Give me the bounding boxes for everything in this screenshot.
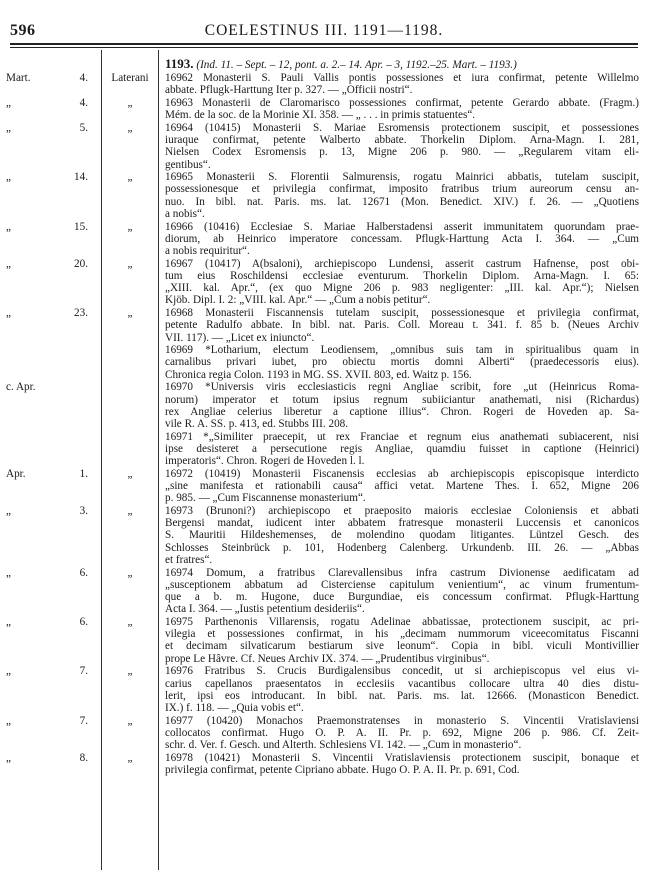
entry-text xyxy=(165,567,639,616)
entry-text-line: 16973 (Brunoni?) archiepiscopo et praeposito maioris ecclesiae Coloniensis et abbati xyxy=(165,505,639,518)
entry-text-line: 16971 *„Similiter praecepit, ut rex Franciae et regnum eius anathemati subiacerent, nisi xyxy=(165,430,639,443)
entry-day: 14. xyxy=(74,171,88,184)
entry-text-line: Nielsen Codex Esromensis p. 13, Migne 206 p. 980. — „Regularem vitam eli- xyxy=(165,146,639,159)
entry-text-line: lerit, ipsi eos introducant. In bibl. nat. Paris. ms. lat. 12666. (Monasticon Benedict. xyxy=(165,689,639,702)
entry-text-line: a nobis requiritur“. xyxy=(165,245,250,257)
running-header xyxy=(10,22,638,40)
entry-text xyxy=(165,258,639,307)
header-rule-thin xyxy=(10,47,638,48)
entry-text xyxy=(165,72,639,96)
entry-text-line: 16966 (10416) Ecclesiae S. Mariae Halberstadensi asserit immunitatem quorundam prae- xyxy=(165,220,639,233)
entry-text xyxy=(165,468,639,505)
entry-text-line: Bergensi mandat, iudicent inter abbatem fratresque monasterii Luccensis et canonicos xyxy=(165,517,639,530)
entry-text-line: gentibus“. xyxy=(165,158,211,171)
entry-day: 7. xyxy=(79,665,88,678)
entry-text-line: 16970 *Universis viris ecclesiasticis regni Angliae scribit, fore „ut (Heinricus Roma- xyxy=(165,381,639,394)
entry-place: „ xyxy=(127,171,133,184)
entry-day: 15. xyxy=(74,220,88,233)
entry-text-line: collocatos confirmat. Hugo O. P. A. II. Pr. p. 692, Migne 206 p. 986. Cf. Zeit- xyxy=(165,726,639,739)
entry-text-line: petente Radulfo abbate. In bibl. nat. Paris. Coll. Moreau t. 341. f. 85 b. (Neues Archiv xyxy=(165,319,639,332)
year-number: 1193. xyxy=(165,56,194,71)
entry-place: „ xyxy=(127,307,133,320)
entry-text-line: prope Le Hâvre. Cf. Neues Archiv IX. 374. — „Prudentibus virginibus“. xyxy=(165,652,490,665)
entry-text-line: schr. d. Ver. f. Gesch. und Alterth. Schlesiens VI. 142. — „Cum in monasterio“. xyxy=(165,739,522,752)
entry-text-line: „sine manifesta et rationabili causa“ affici vetat. Martene Thes. I. 652, Migne 206 xyxy=(165,480,639,493)
entry-text-line: 16978 (10421) Monasterii S. Vincentii Vratislaviensis protectionem suscipit, bonaque et xyxy=(165,751,639,764)
entry-text-line: „susceptionem abbatum ad Cisterciense capitulum venientium“, ac vinum frumentum- xyxy=(165,578,639,591)
entry-day: 4. xyxy=(79,72,88,84)
entry-month: c. Apr. xyxy=(6,381,36,394)
entry-month: „ xyxy=(6,121,11,134)
entry-place: „ xyxy=(127,615,133,628)
entry-text xyxy=(165,307,639,344)
entry-text-line: diorum, ab Heinrico imperatore concessam. Pflugk-Harttung Acta I. 364. — „Cum xyxy=(165,232,639,245)
entry-text xyxy=(165,221,639,258)
entry-month: Apr. xyxy=(6,467,26,480)
entry-text xyxy=(165,381,639,430)
entry-text-line: 16974 Domum, a fratribus Clarevallensibus infra castrum Divionense aedificatam ad xyxy=(165,566,639,579)
entry-day: 7. xyxy=(79,714,88,727)
entry-place: „ xyxy=(127,665,133,678)
entry-text-line: Mém. de la soc. de la Morinie XI. 358. — „ . . . in primis statuentes“. xyxy=(165,109,476,122)
entry-month: „ xyxy=(6,665,11,678)
column-divider-place xyxy=(158,50,159,870)
entry-place: „ xyxy=(127,505,133,518)
entry-text-line: tum eius Roschildensi ecclesiae eventurum. Thorkelin Diplom. Arna-Magn. I. 65: xyxy=(165,269,639,282)
entry-text-line: et decimam silvaticarum bestiarum sive leonum“. Copia in bibl. viculi Montivillier xyxy=(165,640,639,653)
entry-day: 6. xyxy=(79,566,88,579)
entry-place: Laterani xyxy=(111,72,149,84)
entry-text xyxy=(165,344,639,381)
entry-text-line: p. 985. — „Cum Fiscannense monasterium“. xyxy=(165,492,366,505)
entry-text-line: 16977 (10420) Monachos Praemonstratenses in monasterio S. Vincentii Vratislaviensi xyxy=(165,714,639,727)
year-heading xyxy=(165,56,639,72)
entry-month: „ xyxy=(6,714,11,727)
entry-text-line: iuraque confirmat, petente Walberto abbate. Thorkelin Diplom. Arna-Magn. I. 281, xyxy=(165,134,639,147)
entry-month: „ xyxy=(6,566,11,579)
entry-month: „ xyxy=(6,307,11,320)
entry-text-line: abbate. Pflugk-Harttung Iter p. 327. — „Officii nostri“. xyxy=(165,84,413,97)
entry-text-line: IX.) f. 118. — „Quia vobis et“. xyxy=(165,701,304,714)
entry-month: „ xyxy=(6,615,11,628)
entry-text-line: 16972 (10419) Monasterii Fiscanensis ecclesias ab archiepiscopis episcopisque interdicto xyxy=(165,467,639,480)
entry-day: 4. xyxy=(79,96,88,109)
entry-text-line: Chronica regia Colon. 1193 in MG. SS. XVII. 803, ed. Waitz p. 156. xyxy=(165,368,472,381)
entry-place: „ xyxy=(127,257,133,270)
entry-day: 5. xyxy=(79,121,88,134)
entry-month: „ xyxy=(6,220,11,233)
entry-month: „ xyxy=(6,505,11,518)
entry-day: 1. xyxy=(79,467,88,480)
entry-text-line: et fratres“. xyxy=(165,553,213,566)
entry-text-line: ipse desisteret a persecutione regis Angliae, quamdiu fuisset in captione (Heinrici) xyxy=(165,442,639,455)
entry-month: „ xyxy=(6,257,11,270)
entry-text-line: vilegia et possessiones confirmat, in his „decimam nummorum viceecomitatus Fiscanni xyxy=(165,628,639,641)
entry-text xyxy=(165,171,639,220)
page-number: 596 xyxy=(10,22,36,39)
entry-text-line: Kjöb. Dipl. I. 2: „VIII. kal. Apr.“ — „Cum a nobis petitur“. xyxy=(165,294,431,307)
entry-text-line: rex Angliae celerius liberetur a captione illius“. Chron. Rogeri de Hoveden ap. Sa- xyxy=(165,405,639,418)
entry-text xyxy=(165,665,639,714)
entry-place: „ xyxy=(127,714,133,727)
entry-text-line: VII. 117). — „Licet ex iniuncto“. xyxy=(165,331,315,344)
entry-day: 23. xyxy=(74,307,88,320)
entry-text-line: privilegia confirmat, petente Cipriano abbate. Hugo O. P. A. II. Pr. p. 691, Cod. xyxy=(165,764,520,776)
entry-place: „ xyxy=(127,751,133,764)
entry-text xyxy=(165,616,639,665)
year-indiction: (Ind. 11. – Sept. – 12, pont. a. 2.– 14. Apr. – 3, 1192.–25. Mart. – 1193.) xyxy=(196,59,517,71)
entry-month: „ xyxy=(6,96,11,109)
entry-month: „ xyxy=(6,751,11,764)
entry-text-line: imperatoris“. Chron. Rogeri de Hoveden l. l. xyxy=(165,455,365,468)
entry-text xyxy=(165,431,639,468)
entry-text-line: a nobis“. xyxy=(165,207,205,220)
entry-text xyxy=(165,715,639,752)
entry-text-line: „XIII. kal. Apr.“, (ex quo Migne 206 p. 983 negligenter: „III. kal. Apr.“); Nielsen xyxy=(165,282,639,295)
entry-text xyxy=(165,505,639,566)
entry-text xyxy=(165,752,639,776)
entry-text-line: Schlosses Steinbrück p. 101, Hodenberg Calenberg. Urkundenb. III. 26. — „Abbas xyxy=(165,541,639,554)
entry-day: 3. xyxy=(79,505,88,518)
entry-text-line: 16964 (10415) Monasterii S. Mariae Esromensis protectionem suscipit, et possessiones xyxy=(165,121,639,134)
entry-day: 8. xyxy=(79,751,88,764)
entry-place: „ xyxy=(127,566,133,579)
header-rule-thick xyxy=(10,43,638,45)
entry-text-line: carnalibus privari iubet, pro obiectu mortis domni Alberti“ (praedecessoris eius). xyxy=(165,356,639,369)
entry-text-line: 16969 *Lotharium, electum Leodiensem, „omnibus suis tam in spiritualibus quam in xyxy=(165,344,639,357)
entry-text-line: 16975 Parthenonis Villarensis, rogatu Adelinae abbatissae, protectionem suscipit, ac pri- xyxy=(165,615,639,628)
entry-text-line: 16963 Monasterii de Claromarisco possessiones confirmat, petente Gerardo abbate. (Fragm.) xyxy=(165,96,639,109)
column-divider-date xyxy=(101,50,102,870)
entry-text-line: que a b. m. Hugone, duce Burgundiae, eis concessum confirmat. Pflugk-Harttung xyxy=(165,591,639,603)
entry-text-line: 16967 (10417) A(bsaloni), archiepiscopo Lundensi, asserit castrum Hafnense, post obi- xyxy=(165,257,639,270)
entry-place: „ xyxy=(127,121,133,134)
entry-day: 20. xyxy=(74,257,88,270)
entry-month: Mart. xyxy=(6,72,31,84)
entry-text-line: S. Mauritii Hildeshemenses, de molendino quodam litigantes. Lüntzel Gesch. des xyxy=(165,529,639,542)
entry-text-line: 16962 Monasterii S. Pauli Vallis pontis possessiones et iura confirmat, petente Willelmo xyxy=(165,72,639,84)
entry-text-line: nuo. In bibl. nat. Paris. ms. lat. 12671 (Mon. Benedict. XIV.) f. 26. — „Quotiens xyxy=(165,195,639,208)
entry-text-line: carius capellanos praesentatos in ecclesiis vacantibus collocare ultra 40 dies distu- xyxy=(165,677,639,690)
entry-text xyxy=(165,97,639,121)
running-title: COELESTINUS III. 1191—1198. xyxy=(204,22,444,39)
entry-text-line: vile R. A. SS. p. 413, ed. Stubbs III. 208. xyxy=(165,418,349,430)
entry-text-line: 16968 Monasterii Fiscannensis tutelam suscipit, possessionesque et privilegia confirmat, xyxy=(165,307,639,320)
entry-place: „ xyxy=(127,96,133,109)
entry-day: 6. xyxy=(79,615,88,628)
entry-text-line: norum) imperator et totum ipsius regnum subiiciantur anathemati, nisi (Richardus) xyxy=(165,393,639,406)
entry-text-line: possessionesque et privilegia confirmat, imposito fratribus trium aureorum censu an- xyxy=(165,183,639,196)
entry-place: „ xyxy=(127,467,133,480)
entry-text xyxy=(165,122,639,171)
entry-place: „ xyxy=(127,220,133,233)
entry-month: „ xyxy=(6,171,11,184)
entry-text-line: Acta I. 364. — „Iustis petentium desideriis“. xyxy=(165,603,365,616)
entry-text-line: 16965 Monasterii S. Florentii Salmurensis, rogatu Mainrici abbatis, tutelam suscipit, xyxy=(165,171,639,184)
entry-text-line: 16976 Fratribus S. Crucis Burdigalensibus concedit, ut si archiepiscopus vel eius vi- xyxy=(165,665,639,678)
